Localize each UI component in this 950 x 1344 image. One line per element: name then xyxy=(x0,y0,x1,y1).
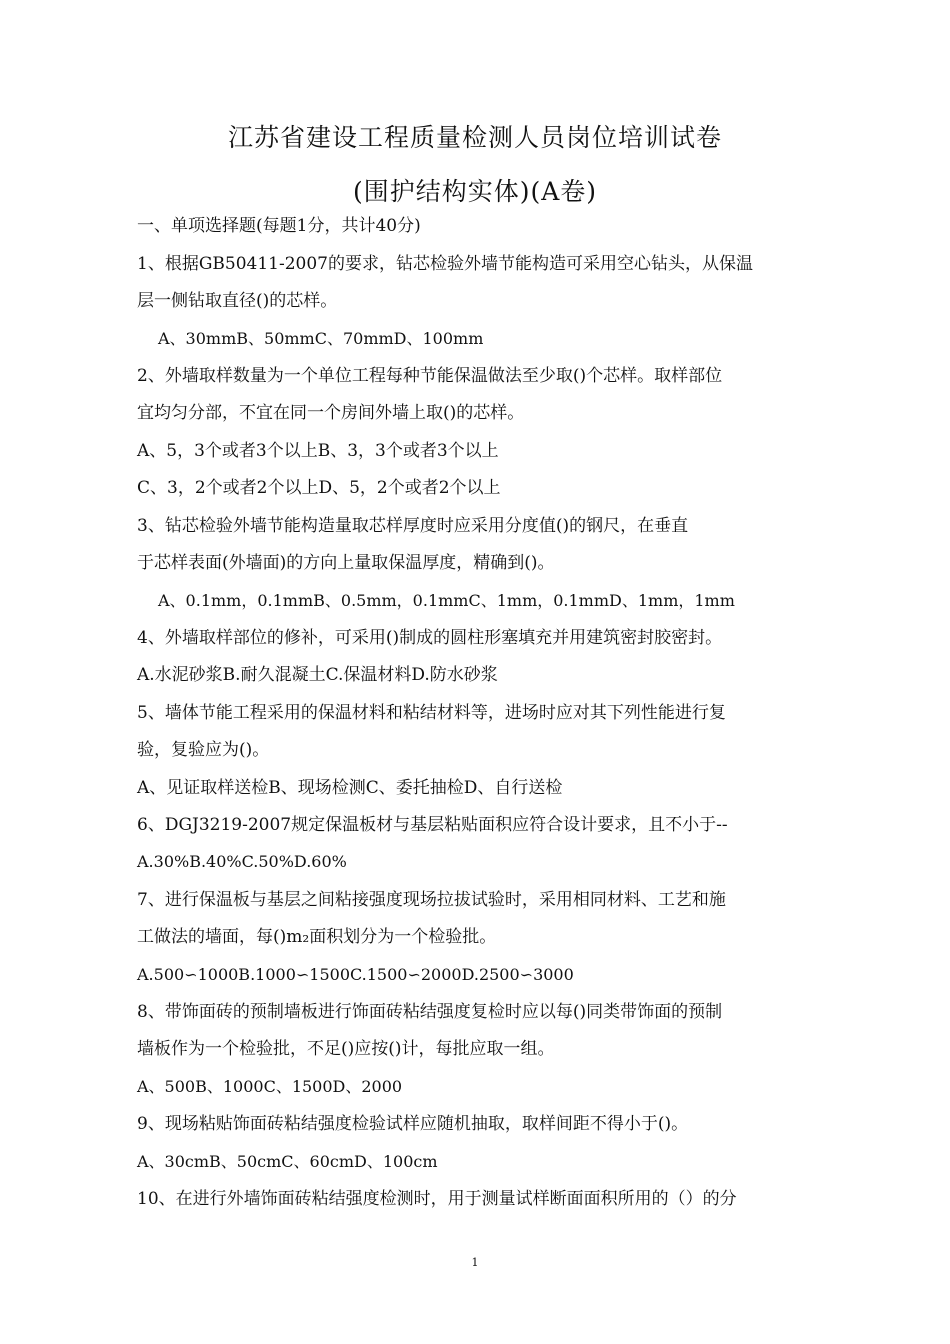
question-5-line-1: 5、墙体节能工程采用的保温材料和粘结材料等，进场时应对其下列性能进行复 xyxy=(137,703,726,723)
question-6-line-1: 6、DGJ3219-2007规定保温板材与基层粘贴面积应符合设计要求，且不小于-- xyxy=(137,815,728,835)
question-2-line-2: 宜均匀分部，不宜在同一个房间外墙上取()的芯样。 xyxy=(137,403,525,423)
question-10-line-1: 10、在进行外墙饰面砖粘结强度检测时，用于测量试样断面面积所用的（）的分 xyxy=(137,1189,737,1209)
question-4-options: A.水泥砂浆B.耐久混凝土C.保温材料D.防水砂浆 xyxy=(137,665,498,685)
question-4-line-1: 4、外墙取样部位的修补，可采用()制成的圆柱形塞填充并用建筑密封胶密封。 xyxy=(137,628,723,648)
question-2-options-2: C、3，2个或者2个以上D、5，2个或者2个以上 xyxy=(137,478,501,498)
page-number: 1 xyxy=(471,1256,479,1269)
question-3-line-1: 3、钻芯检验外墙节能构造量取芯样厚度时应采用分度值()的钢尺，在垂直 xyxy=(137,516,689,536)
question-8-options: A、500B、1000C、1500D、2000 xyxy=(137,1077,403,1096)
question-3-line-2: 于芯样表面(外墙面)的方向上量取保温厚度，精确到()。 xyxy=(137,553,555,573)
question-2-line-1: 2、外墙取样数量为一个单位工程每种节能保温做法至少取()个芯样。取样部位 xyxy=(137,366,723,386)
question-5-options: A、见证取样送检B、现场检测C、委托抽检D、自行送检 xyxy=(137,778,563,798)
exam-subtitle: (围护结构实体)(A卷) xyxy=(352,177,598,206)
exam-title: 江苏省建设工程质量检测人员岗位培训试卷 xyxy=(227,123,722,152)
question-1-line-1: 1、根据GB50411-2007的要求，钻芯检验外墙节能构造可采用空心钻头，从保温 xyxy=(137,254,753,274)
question-7-options: A.500∽1000B.1000∽1500C.1500∽2000D.2500∽3000 xyxy=(137,965,574,984)
question-1-line-2: 层一侧钻取直径()的芯样。 xyxy=(137,291,338,311)
question-8-line-1: 8、带饰面砖的预制墙板进行饰面砖粘结强度复检时应以每()同类带饰面的预制 xyxy=(137,1002,723,1022)
question-2-options-1: A、5，3个或者3个以上B、3，3个或者3个以上 xyxy=(137,441,499,461)
question-5-line-2: 验，复验应为()。 xyxy=(137,740,270,760)
question-8-line-2: 墙板作为一个检验批，不足()应按()计，每批应取一组。 xyxy=(137,1039,555,1059)
question-1-options: A、30mmB、50mmC、70mmD、100mm xyxy=(158,329,484,348)
question-7-line-2: 工做法的墙面，每()m₂面积划分为一个检验批。 xyxy=(137,927,497,947)
question-9-options: A、30cmB、50cmC、60cmD、100cm xyxy=(137,1152,438,1171)
question-7-line-1: 7、进行保温板与基层之间粘接强度现场拉拔试验时，采用相同材料、工艺和施 xyxy=(137,890,726,910)
question-3-options: A、0.1mm，0.1mmB、0.5mm，0.1mmC、1mm，0.1mmD、1mm，1mm xyxy=(158,591,735,610)
question-9-line-1: 9、现场粘贴饰面砖粘结强度检验试样应随机抽取，取样间距不得小于()。 xyxy=(137,1114,689,1134)
question-6-options: A.30%B.40%C.50%D.60% xyxy=(137,852,347,871)
section-heading: 一、单项选择题(每题1分，共计40分) xyxy=(137,216,421,236)
